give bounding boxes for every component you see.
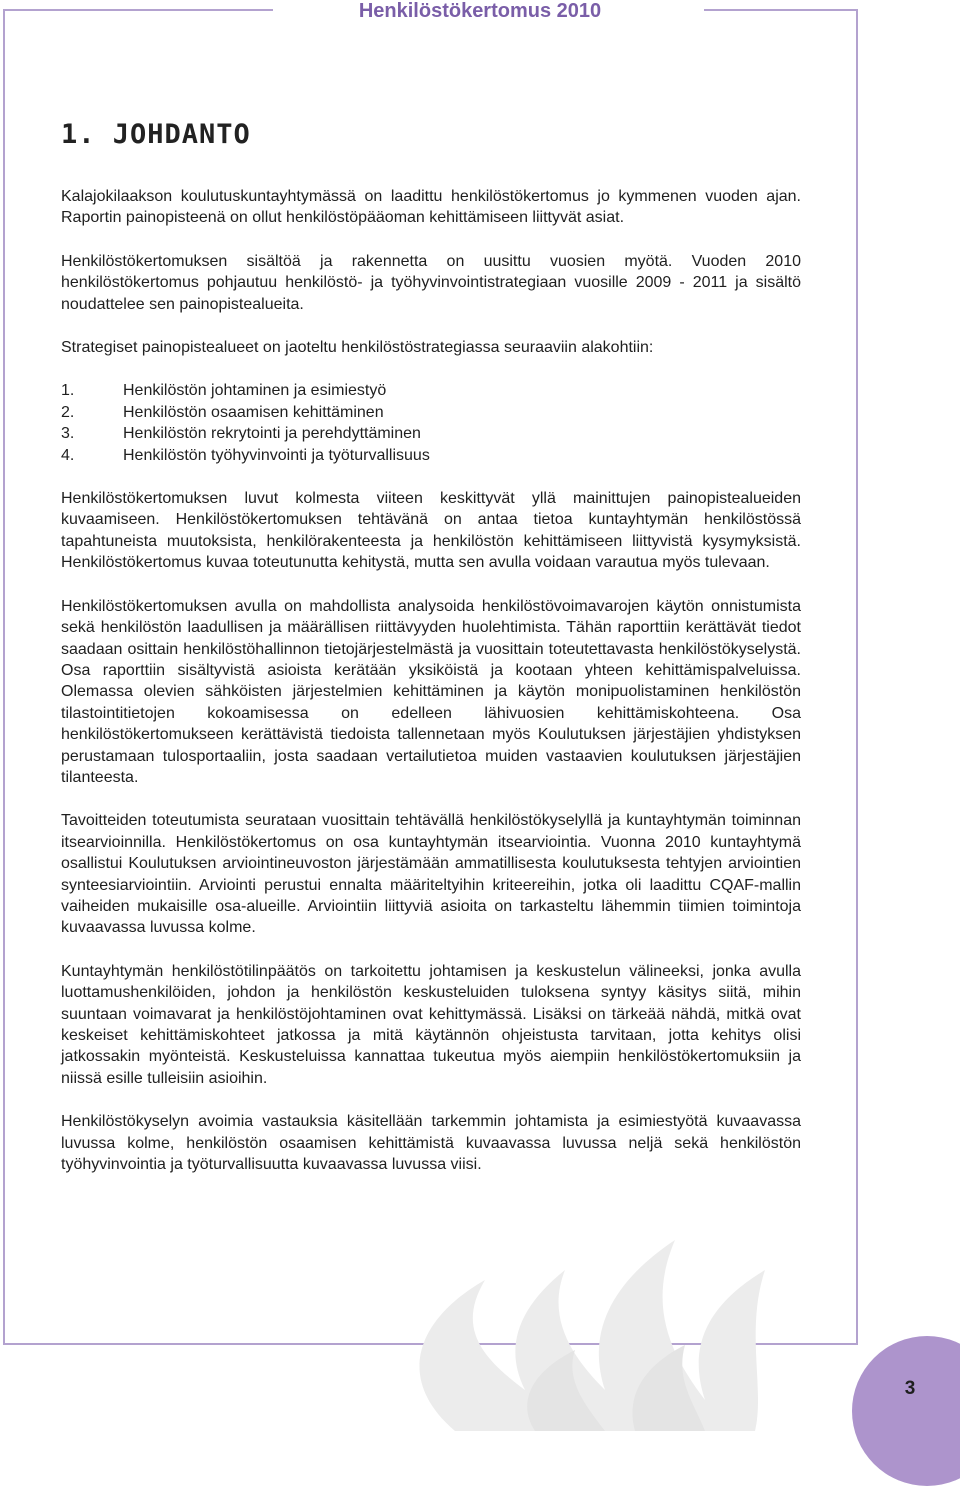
paragraph-structure: Henkilöstökertomuksen sisältöä ja rakennetta on uusittu vuosien myötä. Vuoden 2010 henkilöstökertomus pohjautuu henkilöstö- ja työhyvinvointistrategiaan vuosille 2009 - 2011 ja sisältö noudattelee sen painopistealueita. (61, 252, 801, 313)
strategy-list (61, 380, 801, 466)
paragraph-discussion: Kuntayhtymän henkilöstötilinpäätös on tarkoitettu johtamisen ja keskustelun välineeksi, jonka avulla luottamushenkilöiden, johdon ja henkilöstön keskusteluiden tuloksena syntyy käsitys siitä, mihin suuntaan voimavarat ja henkilöstöjohtaminen ovat kehittymässä. Lisäksi on tärkeää nähdä, mitkä ovat keskeiset kehittämiskohteet jatkossa ja mitä käytännön ohjeistusta tarvitaan, jotta kehitys olisi jatkossakin myönteistä. Keskusteluissa kannattaa tukeutua myös aiempiin henkilöstökertomuksiin ja niissä esille tulleisiin asioihin. (61, 962, 801, 1087)
list-item-text: Henkilöstön osaamisen kehittäminen (123, 403, 384, 421)
page-corner-badge (852, 1336, 960, 1486)
main-content (61, 118, 801, 1197)
list-item-number: 1. (61, 382, 75, 400)
page-number: 3 (904, 1378, 916, 1399)
list-item (61, 402, 801, 423)
page-header-title: Henkilöstökertomus 2010 (358, 0, 602, 22)
frame-line-top (3, 9, 273, 11)
list-item-text: Henkilöstön johtaminen ja esimiestyö (123, 382, 387, 400)
list-item-text: Henkilöstön rekrytointi ja perehdyttäminen (123, 425, 421, 443)
list-item-number: 2. (61, 403, 75, 421)
frame-line-left (3, 9, 5, 1345)
paragraph-analysis: Henkilöstökertomuksen avulla on mahdollista analysoida henkilöstövoimavarojen käytön onnistumista sekä henkilöstön laadullisen ja määrällisen riittävyyden huolehtimista. Tähän raporttiin kerättävät tiedot saadaan osittain henkilöstöhallinnon tietojärjestelmästä ja vuosittain toteutettavasta henkilöstökyselystä. Osa raporttiin sisältyvistä asioista kerätään yksiköistä ja kootaan yhteen kehittämispalveluissa. Olemassa olevien sähköisten järjestelmien kehittäminen ja käytön monipuolistaminen henkilöstön tilastointitietojen kokoamisessa on edelleen lähivuosien kehittämiskohteena. Osa henkilöstökertomukseen kerättävistä tiedoista tallennetaan myös Koulutuksen järjestäjien yhdistyksen perustamaan tulosportaaliin, josta saadaan vertailutietoa muiden vastaavien koulutuksen järjestäjien tilanteesta. (61, 597, 801, 786)
paragraph-evaluation: Tavoitteiden toteutumista seurataan vuosittain tehtävällä henkilöstökyselyllä ja kuntayhtymän toiminnan itsearvioinnilla. Henkilöstökertomus on osa kuntayhtymän itsearviointia. Vuonna 2010 kuntayhtymä osallistui Koulutuksen arviointineuvoston järjestämään ammatillisesta koulutuksesta tehtyjen arviointien synteesiarviointiin. Arviointi perustui ennalta määriteltyihin kriteereihin, jotka oli laadittu CQAF-mallin vaiheiden mukaisille osa-alueille. Arviointiin liittyviä asioita on tarkasteltu lähemmin tiimien toimintoja kuvaavassa luvussa kolme. (61, 812, 801, 937)
list-item (61, 380, 801, 401)
list-item-text: Henkilöstön työhyvinvointi ja työturvallisuus (123, 446, 430, 464)
list-item (61, 445, 801, 466)
paragraph-survey: Henkilöstökyselyn avoimia vastauksia käsitellään tarkemmin johtamista ja esimiestyötä kuvaavassa luvussa kolme, henkilöstön osaamisen kehittämistä kuvaavassa luvussa neljä sekä henkilöstön työhyvinvointia ja työturvallisuutta kuvaavassa luvussa viisi. (61, 1113, 801, 1174)
list-item-number: 3. (61, 425, 75, 443)
chapter-title: 1. JOHDANTO (61, 119, 251, 150)
paragraph-chapters: Henkilöstökertomuksen luvut kolmesta viiteen keskittyvät yllä mainittujen painopistealueiden kuvaamiseen. Henkilöstökertomuksen tehtävänä on antaa tietoa kuntayhtymän henkilöstössä tapahtuneista muutoksista, henkilörakenteesta ja henkilöstön kehittämiseen liittyvistä kysymyksistä. Henkilöstökertomus kuvaa toteutunutta kehitystä, mutta sen avulla voidaan varautua myös tulevaan. (61, 490, 801, 572)
list-item-number: 4. (61, 446, 75, 464)
list-item (61, 423, 801, 444)
paragraph-strategy-intro: Strategiset painopistealueet on jaoteltu henkilöstöstrategiassa seuraaviin alakohtiin: (61, 339, 654, 357)
frame-line-right (856, 9, 858, 1345)
frame-line-top-right (704, 9, 858, 11)
paragraph-intro: Kalajokilaakson koulutuskuntayhtymässä on laadittu henkilöstökertomus jo kymmenen vuoden ajan. Raportin painopisteenä on ollut henkilöstöpääoman kehittämiseen liittyvät asiat. (61, 188, 801, 227)
flame-logo-watermark (335, 1160, 855, 1431)
